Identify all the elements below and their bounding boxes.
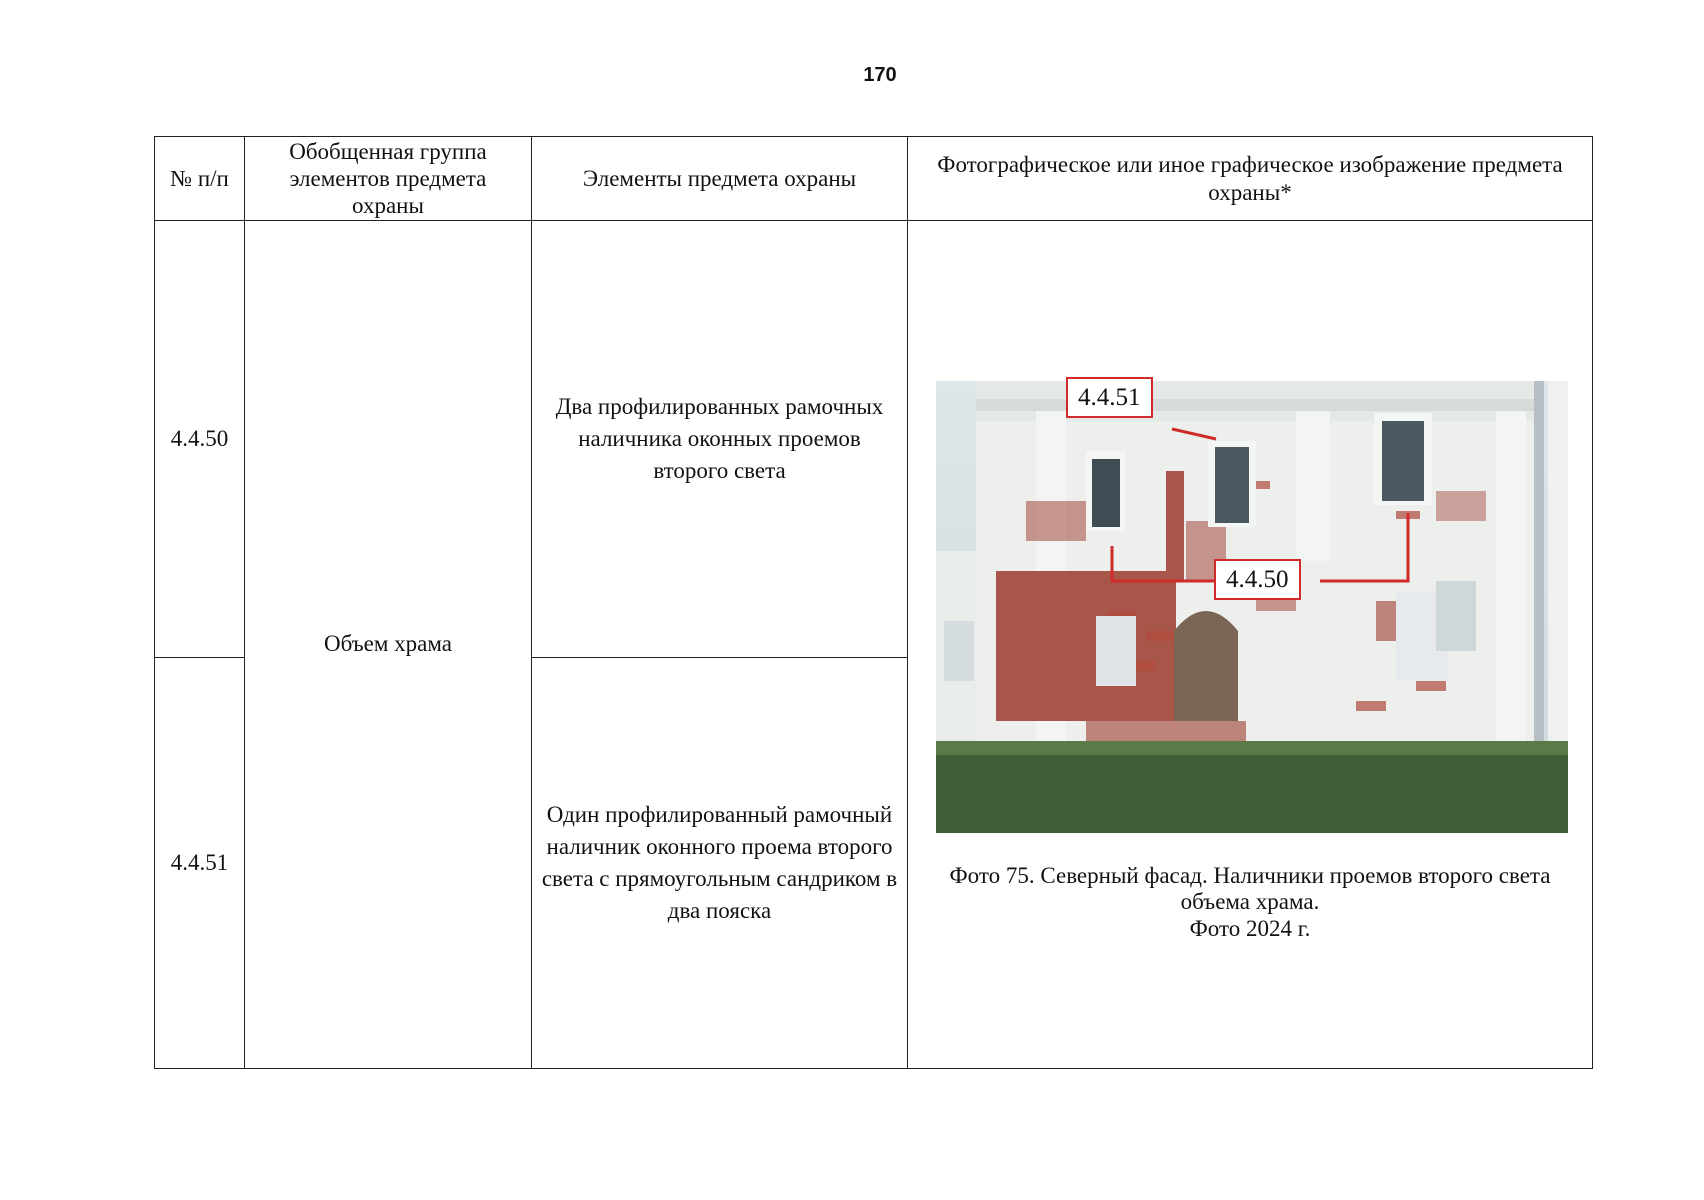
caption-line-1: Фото 75. Северный фасад. Наличники проемов второго света	[949, 863, 1551, 888]
header-elements: Элементы предмета охраны	[532, 137, 908, 221]
caption-line-2: объема храма.	[1180, 889, 1320, 915]
callout-4-4-50: 4.4.50	[1214, 559, 1301, 600]
header-group: Обобщенная группа элементов предмета охраны	[245, 137, 532, 221]
row-element: Один профилированный рамочный наличник оконного проема второго света с прямоугольным сандриком в два пояска	[532, 658, 908, 1069]
header-image: Фотографическое или иное графическое изображение предмета охраны*	[908, 137, 1593, 221]
photo-cell	[908, 221, 1593, 1069]
caption-line-3: Фото 2024 г.	[1189, 915, 1311, 941]
protection-table	[154, 136, 1593, 1069]
group-cell: Объем храма	[245, 221, 532, 1069]
row-number: 4.4.50	[155, 221, 245, 658]
row-element: Два профилированных рамочных наличника оконных проемов второго света	[532, 221, 908, 658]
facade-photo-image	[936, 381, 1568, 833]
row-number: 4.4.51	[155, 658, 245, 1069]
photo-caption	[918, 863, 1582, 942]
page-number: 170	[863, 64, 897, 86]
facade-photo	[936, 381, 1568, 833]
table-header-row	[155, 137, 1593, 221]
header-number: № п/п	[155, 137, 245, 221]
table-row	[155, 221, 1593, 658]
callout-4-4-51: 4.4.51	[1066, 377, 1153, 418]
